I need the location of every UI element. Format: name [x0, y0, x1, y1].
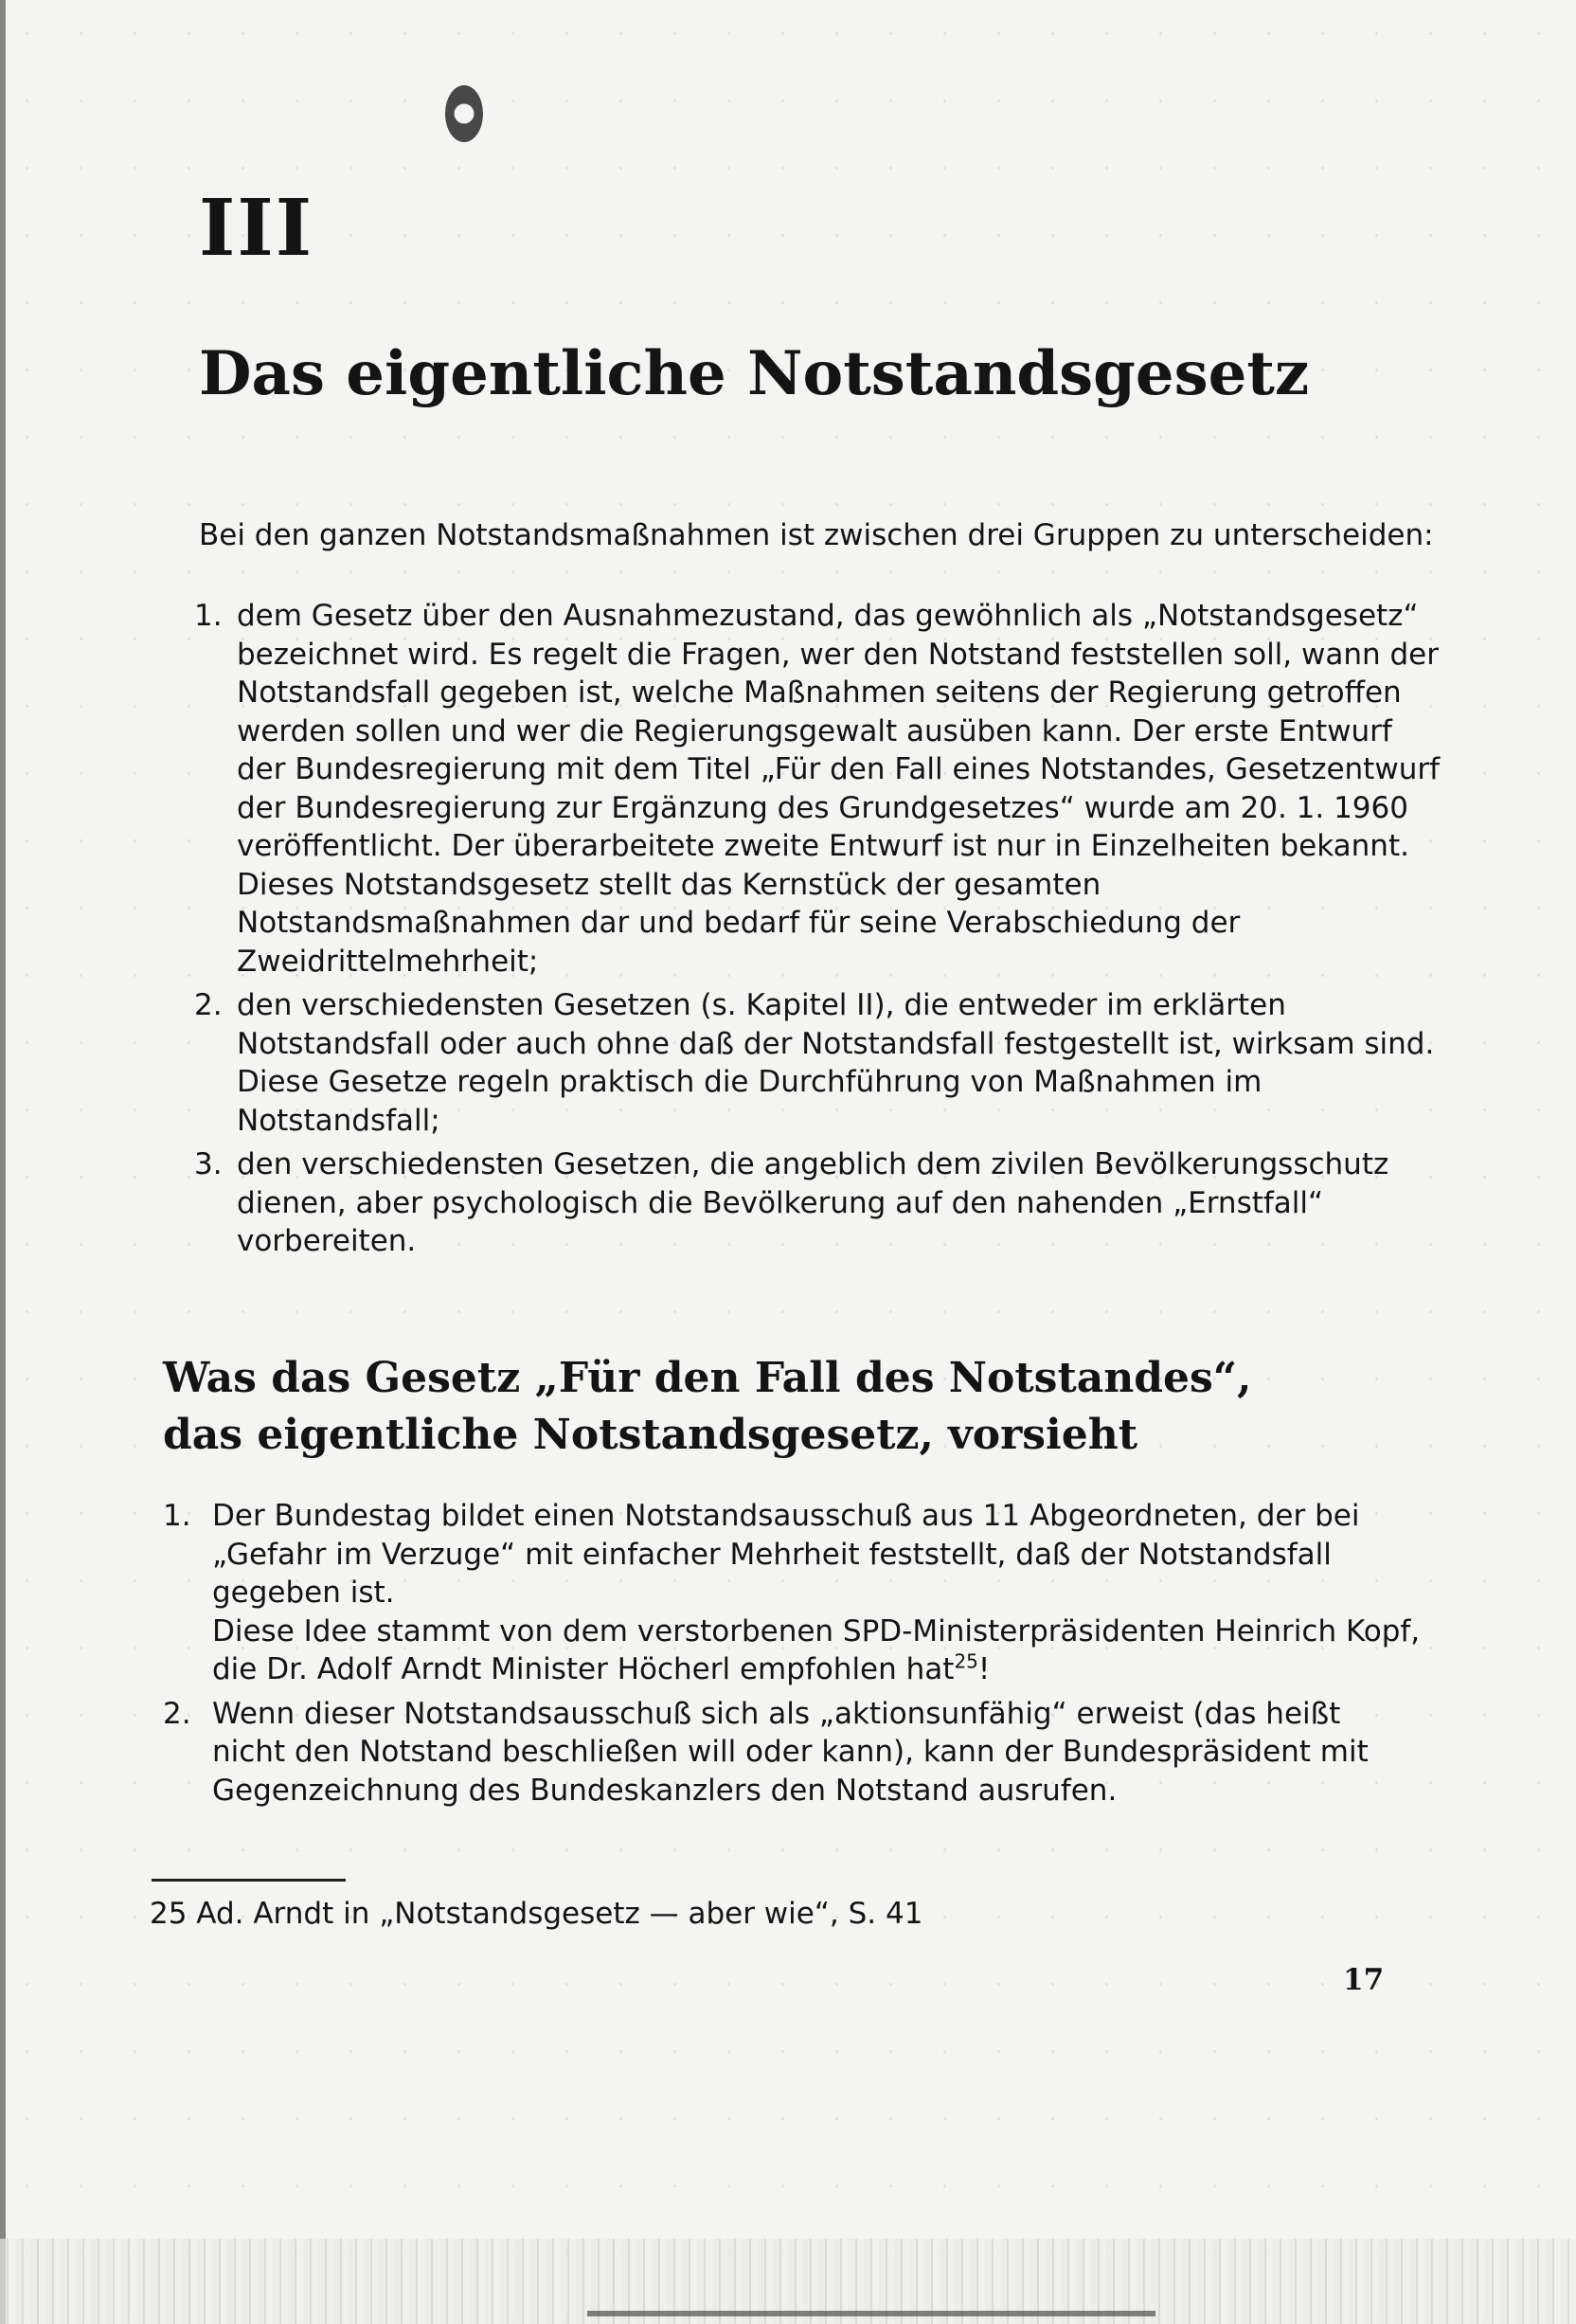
list-text-continuation [212, 1612, 1423, 1689]
section-heading [163, 1350, 1394, 1464]
page-number: 17 [1343, 1963, 1385, 1997]
list-number: 2. [194, 988, 223, 1022]
footnote-divider [152, 1879, 346, 1882]
list-number: 2. [163, 1696, 191, 1731]
intro-paragraph: Bei den ganzen Notstandsmaßnahmen ist zwischen drei Gruppen zu unterscheiden: [199, 518, 1434, 552]
list-text-2: Diese Idee stammt von dem verstorbenen SPD-Ministerpräsidenten Heinrich Kopf, die Dr. Adolf Arndt Minister Höcherl empfohlen hat [212, 1613, 1421, 1686]
footnote: 25 Ad. Arndt in „Notstandsgesetz — aber wie“, S. 41 [150, 1897, 923, 1931]
list-number: 3. [194, 1147, 223, 1181]
section-heading-line-1: Was das Gesetz „Für den Fall des Notstandes“, [163, 1354, 1252, 1402]
list-item [194, 1145, 1440, 1261]
chapter-number: III [199, 183, 314, 274]
footnote-reference[interactable]: 25 [954, 1649, 978, 1673]
list-text-tail: ! [977, 1652, 991, 1686]
ink-mark [445, 85, 483, 142]
list-text: dem Gesetz über den Ausnahmezustand, das gewöhnlich als „Notstandsgesetz“ bezeichnet wird. Es regelt die Fragen, wer den Notstand feststellen soll, wann der Notstandsfall gegeben ist, welche Maßnahmen seitens der Regierung getroffen werden sollen und wer die Regierungsgewalt ausüben kann. Der erste Entwurf der Bundesregierung mit dem Titel „Für den Fall eines Notstandes, Gesetzentwurf der Bundesregierung zur Ergänzung des Grundgesetzes“ wurde am 20. 1. 1960 veröffentlicht. Der überarbeitete zweite Entwurf ist nur in Einzelheiten bekannt. Dieses Notstandsgesetz stellt das Kernstück der gesamten Notstandsmaßnahmen dar und bedarf für seine Verabschiedung der Zweidrittelmehrheit; [237, 599, 1441, 979]
groups-list [194, 597, 1440, 1267]
page-title: Das eigentliche Notstandsgesetz [199, 338, 1310, 409]
section-heading-line-2: das eigentliche Notstandsgesetz, vorsieht [163, 1411, 1138, 1459]
scan-edge-line [587, 2311, 1155, 2316]
list-text: Wenn dieser Notstandsausschuß sich als „aktionsunfähig“ erweist (das heißt nicht den Notstand beschließen will oder kann), kann der Bundespräsident mit Gegenzeichnung des Bundeskanzlers den Notstand ausrufen. [212, 1696, 1369, 1808]
list-text: den verschiedensten Gesetzen (s. Kapitel II), die entweder im erklärten Notstandsfall oder auch ohne daß der Notstandsfall festgestellt ist, wirksam sind. Diese Gesetze regeln praktisch die Durchführung von Maßnahmen im Notstandsfall; [237, 988, 1435, 1138]
list-item [163, 1497, 1423, 1689]
list-item [163, 1695, 1423, 1811]
list-item [194, 597, 1440, 981]
list-number: 1. [163, 1499, 191, 1533]
scan-edge-left [0, 0, 6, 2324]
list-text: Der Bundestag bildet einen Notstandsausschuß aus 11 Abgeordneten, der bei „Gefahr im Verzuge“ mit einfacher Mehrheit feststellt, daß der Notstandsfall gegeben ist. [212, 1499, 1360, 1610]
provisions-list [163, 1497, 1423, 1815]
list-item [194, 986, 1440, 1140]
list-number: 1. [194, 599, 223, 633]
list-text: den verschiedensten Gesetzen, die angeblich dem zivilen Bevölkerungsschutz dienen, aber psychologisch die Bevölkerung auf den nahenden „Ernstfall“ vorbereiten. [237, 1147, 1389, 1258]
